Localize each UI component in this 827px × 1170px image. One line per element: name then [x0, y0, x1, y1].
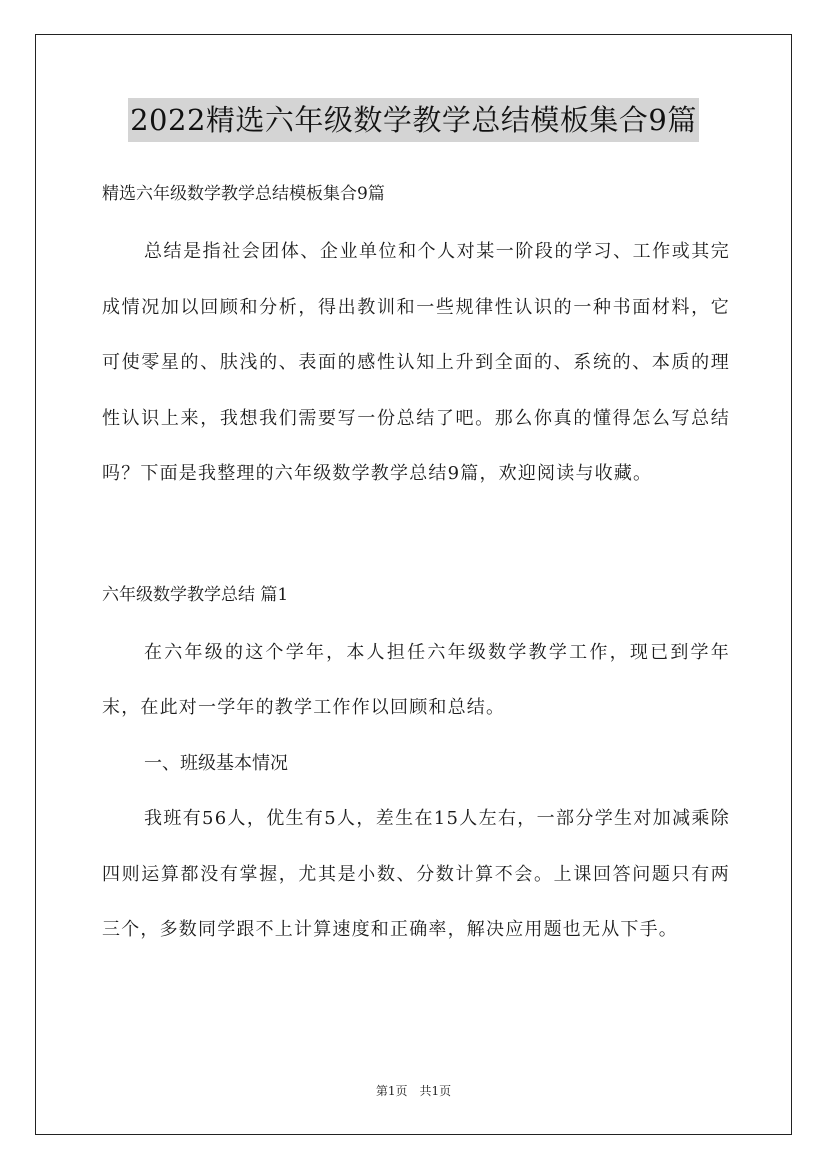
document-body [102, 174, 730, 958]
section-title: 六年级数学教学总结 篇1 [102, 584, 289, 605]
document-subtitle: 精选六年级数学教学总结模板集合9篇 [102, 184, 385, 204]
document-title: 2022精选六年级数学教学总结模板集合9篇 [128, 98, 699, 142]
section-heading-1: 一、班级基本情况 [144, 752, 288, 774]
page-footer: 第1页 共1页 [375, 1084, 452, 1098]
section-paragraph-1: 在六年级的这个学年，本人担任六年级数学教学工作，现已到学年末，在此对一学年的教学工作作以回顾和总结。 [102, 641, 730, 718]
intro-paragraph: 总结是指社会团体、企业单位和个人对某一阶段的学习、工作或其完成情况加以回顾和分析，得出教训和一些规律性认识的一种书面材料，它可使零星的、肤浅的、表面的感性认知上升到全面的、系统的、本质的理性认识上来，我想我们需要写一份总结了吧。那么你真的懂得怎么写总结吗？下面是我整理的六年级数学教学总结9篇，欢迎阅读与收藏。 [102, 241, 730, 484]
section-paragraph-2: 我班有56人，优生有5人，差生在15人左右，一部分学生对加减乘除四则运算都没有掌握，尤其是小数、分数计算不会。上课回答问题只有两三个，多数同学跟不上计算速度和正确率，解决应用题也无从下手。 [102, 808, 730, 940]
document-title-wrapper [0, 98, 827, 142]
